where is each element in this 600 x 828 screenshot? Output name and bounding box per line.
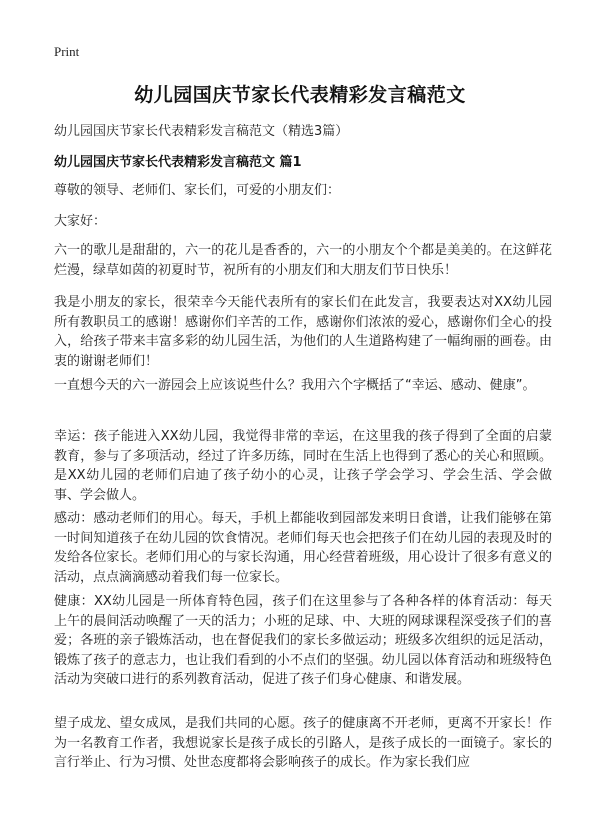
section-heading: 幼儿园国庆节家长代表精彩发言稿范文 篇1 [54, 155, 302, 170]
body-paragraph: 我是小朋友的家长，很荣幸今天能代表所有的家长们在此发言，我要表达对XX幼儿园所有教职员工的感谢！感谢你们辛苦的工作，感谢你们浓浓的爱心，感谢你们全心的投入，给孩子带来丰富多彩的幼儿园生活，为他们的人生道路构建了一幅绚丽的画卷。由衷的谢谢老师们！ [54, 295, 552, 369]
body-paragraph: 六一的歌儿是甜甜的，六一的花儿是香香的，六一的小朋友个个都是美美的。在这鲜花烂漫，绿草如茵的初夏时节，祝所有的小朋友们和大朋友们节日快乐！ [54, 243, 552, 278]
body-paragraph: 幸运：孩子能进入XX幼儿园，我觉得非常的幸运，在这里我的孩子得到了全面的启蒙教育，参与了多项活动，经过了许多历练，同时在生活上也得到了悉心的关心和照顾。是XX幼儿园的老师们启迪了孩子幼小的心灵，让孩子学会学习、学会生活、学会做事、学会做人。 [54, 429, 552, 503]
body-paragraph: 一直想今天的六一游园会上应该说些什么？我用六个字概括了“幸运、感动、健康”。 [54, 378, 536, 393]
salutation-paragraph: 尊敬的领导、老师们、家长们，可爱的小朋友们： [54, 183, 341, 198]
greeting-paragraph: 大家好： [54, 214, 107, 229]
body-paragraph: 望子成龙、望女成凤，是我们共同的心愿。孩子的健康离不开老师，更离不开家长！作为一名教育工作者，我想说家长是孩子成长的引路人，是孩子成长的一面镜子。家长的言行举止、行为习惯、处世态度都将会影响孩子的成长。作为家长我们应 [54, 716, 552, 770]
document-subtitle: 幼儿园国庆节家长代表精彩发言稿范文（精选3篇） [54, 124, 349, 139]
body-paragraph: 健康：XX幼儿园是一所体育特色园，孩子们在这里参与了各种各样的体育活动：每天上午的晨间活动唤醒了一天的活力；小班的足球、中、大班的网球课程深受孩子们的喜爱；各班的亲子锻炼活动，也在督促我们的家长多做运动；班级多次组织的远足活动，锻炼了孩子的意志力，也让我们看到的小不点们的坚强。幼儿园以体育活动和班级特色活动为突破口进行的系列教育活动，促进了孩子们身心健康、和谐发展。 [54, 594, 552, 687]
body-paragraph: 感动：感动老师们的用心。每天，手机上都能收到园部发来明日食谱，让我们能够在第一时间知道孩子在幼儿园的饮食情况。老师们每天也会把孩子们在幼儿园的表现及时的 发给各位家长。老师们用心的与家长沟通，用心经营着班级，用心设计了很多有意义的活动，点点滴滴感动着我们每一位家长。 [54, 511, 552, 585]
page-title: 幼儿园国庆节家长代表精彩发言稿范文 [134, 84, 466, 106]
print-link[interactable]: Print [54, 44, 80, 59]
